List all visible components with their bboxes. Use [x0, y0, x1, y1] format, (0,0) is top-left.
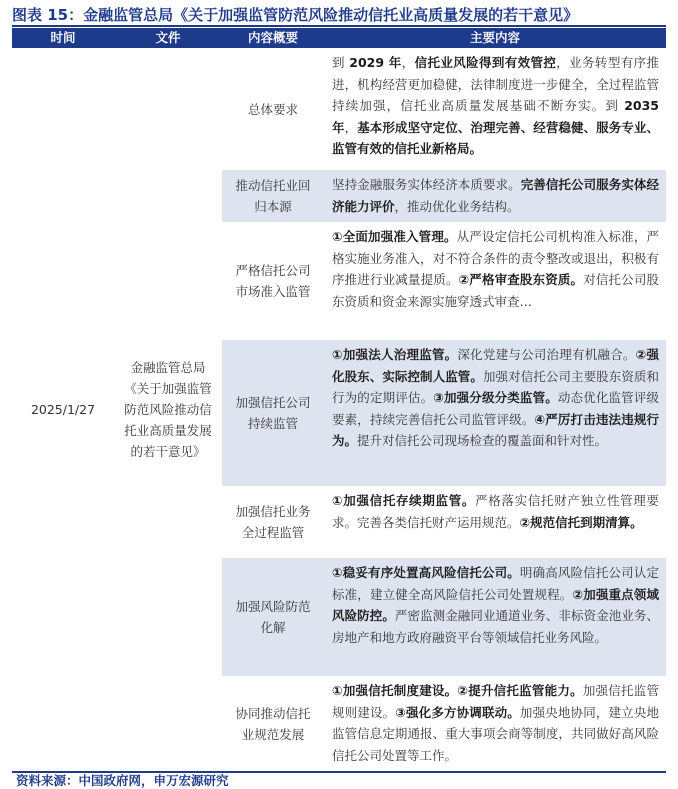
bold-text: ④严厉打击违法违规行为。 — [332, 411, 659, 449]
time-cell — [12, 48, 114, 771]
row-topic: 加强信托公司持续监管 — [235, 395, 311, 431]
body-text: 深化党建与公司治理有机融合。 — [457, 347, 636, 362]
table-row — [222, 222, 666, 340]
bold-text: ①稳妥有序处置高风险信托公司。 — [332, 565, 520, 580]
header-file: 文件 — [155, 30, 181, 45]
body-text: 对信托公司股东资质和资金来源实施穿透式审查… — [332, 272, 659, 309]
body-text: 严密监测金融同业通道业务、非标资金池业务、房地产和地方政府融资平台等领域信托业务风险。 — [332, 608, 659, 645]
bold-text: 2035 年 — [332, 98, 659, 135]
bold-text: ①加强信托制度建设。 — [332, 683, 458, 698]
row-content — [332, 226, 659, 312]
bold-text: 基本形成坚守定位、治理完善、经营稳健、服务专业、监管有效的信托业新格局。 — [332, 119, 659, 157]
bold-text: ②强化股东、实际控制人监管。 — [332, 347, 659, 384]
header-time: 时间 — [50, 30, 76, 45]
header-summary: 内容概要 — [247, 30, 298, 45]
body-text: 明确高风险信托公司认定标准，建立健全高风险信托公司处置规程。 — [332, 565, 659, 602]
figure-title: 图表 15：金融监管总局《关于加强监管防范风险推动信托业高质量发展的若干意见》 — [12, 6, 579, 24]
header-main-content: 主要内容 — [469, 30, 520, 45]
title-rule — [12, 25, 666, 27]
row-content — [332, 562, 659, 648]
table-row — [222, 170, 666, 222]
bold-text: ②提升信托监管能力。 — [457, 683, 583, 698]
bold-text: ②加强重点领域风险防控。 — [332, 586, 659, 624]
bold-text: ②规范信托到期清算。 — [519, 514, 643, 530]
bold-text: 信托业风险得到有效管控 — [414, 55, 557, 70]
bold-text: 2029 年 — [349, 55, 402, 70]
body-text: ， — [401, 55, 415, 70]
time-value: 2025/1/27 — [30, 402, 96, 417]
body-text: 加强央地协同，建立央地监管信息定期通报、重大事项会商等制度，共同做好高风险信托公司处置等工作。 — [332, 704, 659, 763]
bold-text: ③强化多方协调联动。 — [395, 704, 520, 720]
row-topic: 协同推动信托业规范发展 — [235, 705, 311, 742]
body-text: 动态优化监管评级要素，持续完善信托公司监管评级。 — [332, 390, 659, 427]
row-content — [332, 174, 659, 217]
bold-text: ①加强法人治理监管。 — [332, 347, 458, 362]
source-note: 资料来源：中国政府网，申万宏源研究 — [16, 773, 229, 788]
body-text: ， — [344, 119, 358, 135]
row-content — [332, 490, 659, 533]
row-content — [332, 52, 659, 160]
bold-text: ①加强信托存续期监管。 — [332, 493, 476, 508]
body-text: ，业务转型有序推进，机构经营更加稳健，法律制度进一步健全，全过程监管持续加强，信托业高质量发展基础不断夯实。到 — [332, 55, 659, 114]
row-topic: 推动信托业回归本源 — [235, 178, 311, 214]
table-row — [222, 676, 666, 771]
body-text: 到 — [332, 55, 350, 70]
row-topic: 加强风险防范化解 — [235, 599, 311, 635]
row-content — [332, 344, 659, 452]
body-text: 严格落实信托财产独立性管理要求。完善各类信托财产运用规范。 — [332, 493, 659, 530]
bold-text: ①全面加强准入管理。 — [332, 229, 457, 244]
bold-text: 完善信托公司服务实体经济能力评价 — [332, 177, 659, 214]
table-row — [222, 558, 666, 676]
body-text: 加强对信托公司主要股东资质和行为的定期评估。 — [332, 368, 659, 406]
table-row — [222, 48, 666, 170]
body-text: 提升对信托公司现场检查的覆盖面和针对性。 — [357, 433, 608, 449]
row-topic: 总体要求 — [247, 101, 298, 117]
table-row — [222, 340, 666, 486]
table-header — [12, 28, 666, 48]
table-row — [222, 486, 666, 558]
row-content — [332, 680, 659, 766]
bold-text: ③加强分级分类监管。 — [433, 390, 558, 406]
row-topic: 严格信托公司市场准入监管 — [235, 263, 311, 299]
bold-text: ②严格审查股东资质。 — [458, 272, 584, 288]
file-cell — [114, 48, 222, 771]
body-text: 加强信托监管规则建设。 — [332, 683, 659, 720]
body-text: ，推动优化业务结构。 — [394, 198, 520, 214]
body-text: 坚持金融服务实体经济本质要求。 — [332, 177, 521, 192]
row-topic: 加强信托业务全过程监管 — [235, 504, 311, 540]
file-value: 金融监管总局《关于加强监管防范风险推动信托业高质量发展的若干意见》 — [124, 360, 212, 459]
body-text: 从严设定信托公司机构准入标准，严格实施业务准入，对不符合条件的责令整改或退出，积极有序推进行业减量提质。 — [332, 229, 659, 288]
